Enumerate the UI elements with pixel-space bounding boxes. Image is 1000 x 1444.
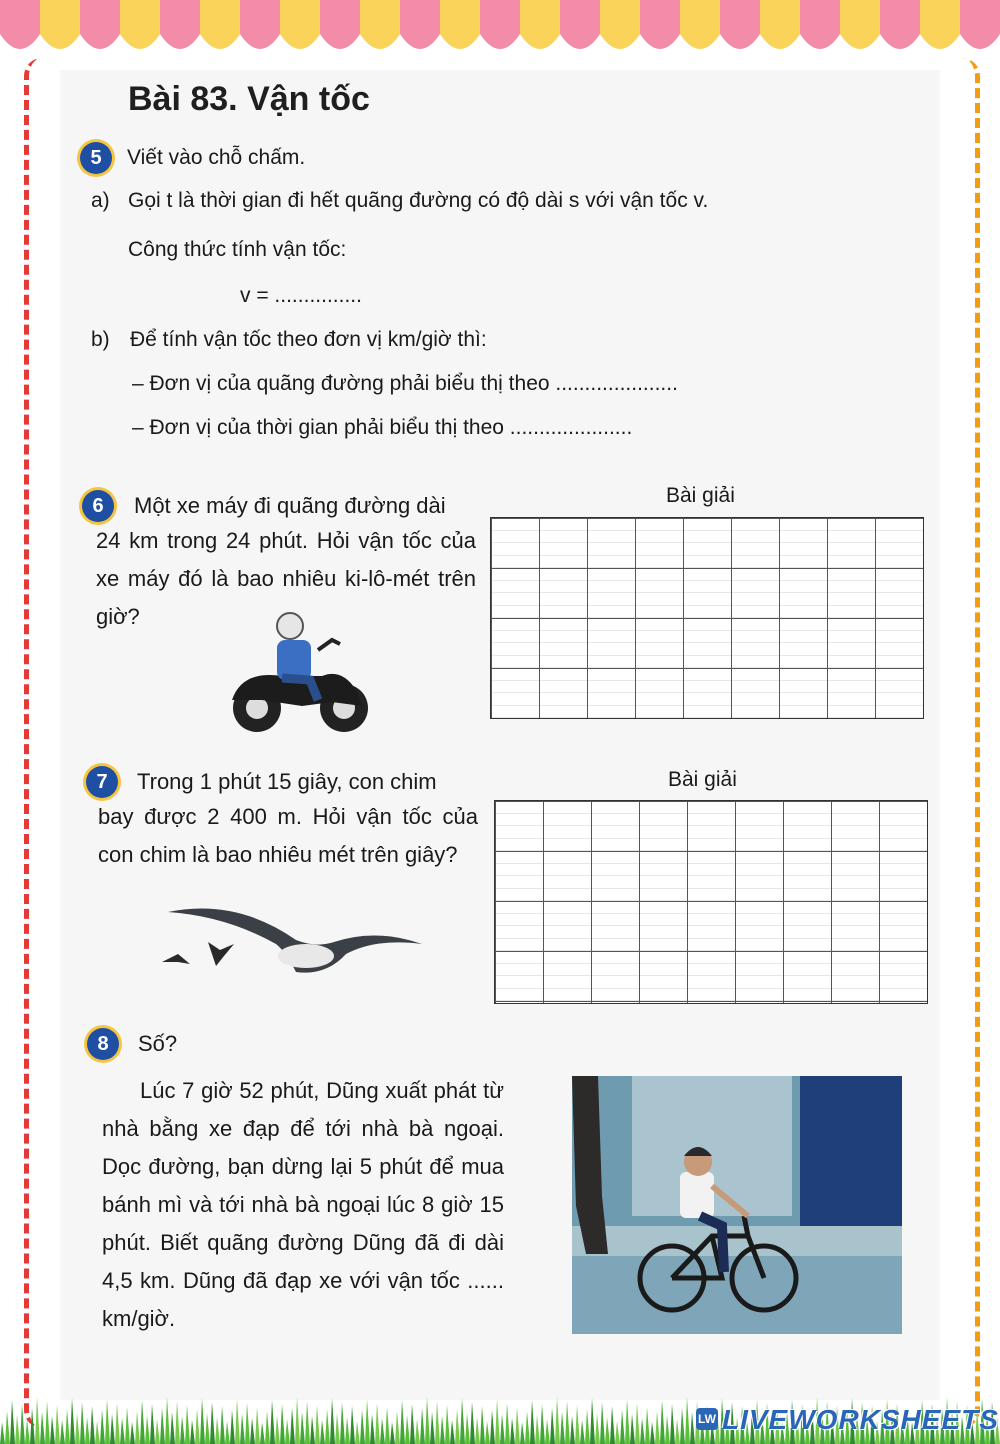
awning-stripe xyxy=(960,0,1000,49)
exercise-8-badge: 8 xyxy=(87,1028,119,1060)
grass-blade xyxy=(130,1422,135,1444)
awning-stripe xyxy=(800,0,840,49)
boy-cycling-illustration xyxy=(572,1076,902,1334)
awning-stripe xyxy=(880,0,920,49)
grass-blade xyxy=(500,1414,505,1444)
exercise-8-title: Số? xyxy=(138,1031,178,1056)
grass-blade xyxy=(170,1412,175,1444)
grass-blade xyxy=(615,1421,620,1444)
grass-blade xyxy=(360,1410,365,1444)
grass-blade xyxy=(140,1400,145,1444)
grass-blade xyxy=(415,1419,420,1444)
grass-blade xyxy=(50,1416,55,1444)
grass-blade xyxy=(80,1402,85,1444)
grass-blade xyxy=(455,1409,460,1444)
grass-blade xyxy=(510,1418,515,1444)
awning-stripe xyxy=(400,0,440,49)
exercise-6-answer-grid[interactable] xyxy=(490,517,924,719)
grass-blade xyxy=(630,1414,635,1444)
grass-blade xyxy=(250,1418,255,1444)
grass-blade xyxy=(355,1421,360,1444)
exercise-5b-label: b) xyxy=(91,328,110,351)
awning-stripe xyxy=(520,0,560,49)
exercise-5a-label: a) xyxy=(91,189,110,212)
grass-blade xyxy=(70,1398,75,1444)
awning-stripe xyxy=(760,0,800,49)
awning-stripe xyxy=(600,0,640,49)
awning-stripe xyxy=(40,0,80,49)
grass-blade xyxy=(255,1407,260,1444)
grass-blade xyxy=(205,1413,210,1444)
grass-blade xyxy=(280,1404,285,1444)
grass-blade xyxy=(485,1421,490,1444)
awning-stripe xyxy=(640,0,680,49)
grass-blade xyxy=(620,1410,625,1444)
grass-blade xyxy=(240,1414,245,1444)
grass-blade xyxy=(210,1402,215,1444)
grass-blade xyxy=(545,1419,550,1444)
grass-blade xyxy=(570,1416,575,1444)
birds-illustration xyxy=(156,892,428,984)
grass-blade xyxy=(100,1410,105,1444)
grass-blade xyxy=(480,1406,485,1444)
grass-blade xyxy=(400,1400,405,1444)
grass-blade xyxy=(495,1399,500,1444)
grass-blade xyxy=(585,1409,590,1444)
awning-stripe xyxy=(920,0,960,49)
exercise-7-answer-grid[interactable] xyxy=(494,800,928,1004)
grass-blade xyxy=(295,1397,300,1444)
grass-blade xyxy=(220,1406,225,1444)
exercise-7-first-line: Trong 1 phút 15 giây, con chim xyxy=(137,769,437,794)
awning-stripe xyxy=(680,0,720,49)
grass-blade xyxy=(120,1418,125,1444)
exercise-6-badge: 6 xyxy=(82,490,114,522)
grass-blade xyxy=(160,1408,165,1444)
exercise-6-first-line: Một xe máy đi quãng đường dài xyxy=(134,493,446,518)
grass-blade xyxy=(190,1420,195,1444)
grass-blade xyxy=(385,1407,390,1444)
grass-blade xyxy=(5,1411,10,1444)
grass-blade xyxy=(215,1417,220,1444)
grass-blade xyxy=(665,1415,670,1444)
awning-stripe xyxy=(840,0,880,49)
grass-blade xyxy=(40,1412,45,1444)
exercise-5a-text: Gọi t là thời gian đi hết quãng đường có độ dài s với vận tốc v. xyxy=(128,189,709,212)
distance-unit-line[interactable]: – Đơn vị của quãng đường phải biểu thị theo ..................... xyxy=(132,372,678,395)
grass-blade xyxy=(520,1422,525,1444)
awning-stripe xyxy=(440,0,480,49)
grass-blade xyxy=(390,1422,395,1444)
grass-blade xyxy=(30,1408,35,1444)
time-unit-line[interactable]: – Đơn vị của thời gian phải biểu thị theo ..................... xyxy=(132,416,633,439)
grass-blade xyxy=(650,1422,655,1444)
grass-blade xyxy=(605,1417,610,1444)
grass-blade xyxy=(305,1401,310,1444)
grass-blade xyxy=(655,1411,660,1444)
grass-blade xyxy=(690,1412,695,1444)
grass-blade xyxy=(60,1420,65,1444)
exercise-5-intro: Viết vào chỗ chấm. xyxy=(127,146,306,169)
grass-blade xyxy=(75,1413,80,1444)
grass-blade xyxy=(635,1403,640,1444)
grass-blade xyxy=(685,1397,690,1444)
formula-intro: Công thức tính vận tốc: xyxy=(128,238,347,261)
grass-blade xyxy=(680,1408,685,1444)
grass-blade xyxy=(155,1419,160,1444)
grass-blade xyxy=(670,1404,675,1444)
exercise-7-question: bay được 2 400 m. Hỏi vận tốc của con chim là bao nhiêu mét trên giây? xyxy=(98,804,478,867)
awning-stripe xyxy=(120,0,160,49)
grass-blade xyxy=(645,1407,650,1444)
grass-blade xyxy=(475,1417,480,1444)
grass-blade xyxy=(560,1412,565,1444)
grass-blade xyxy=(315,1405,320,1444)
awning-stripe xyxy=(200,0,240,49)
grass-blade xyxy=(535,1415,540,1444)
grass-blade xyxy=(270,1400,275,1444)
grass-blade xyxy=(110,1414,115,1444)
grass-blade xyxy=(440,1416,445,1444)
awning-stripe xyxy=(0,0,40,49)
grass-blade xyxy=(575,1405,580,1444)
awning-stripe xyxy=(480,0,520,49)
grass-blade xyxy=(420,1408,425,1444)
grass-blade xyxy=(320,1420,325,1444)
exercise-5-badge: 5 xyxy=(80,142,112,174)
grass-blade xyxy=(540,1404,545,1444)
grass-blade xyxy=(435,1401,440,1444)
grass-blade xyxy=(55,1405,60,1444)
motorbike-rider-illustration xyxy=(222,610,382,740)
exercise-6-solution-label: Bài giải xyxy=(666,484,735,507)
grass-blade xyxy=(380,1418,385,1444)
grass-blade xyxy=(460,1398,465,1444)
grass-blade xyxy=(35,1397,40,1444)
grass-blade xyxy=(350,1406,355,1444)
grass-blade xyxy=(675,1419,680,1444)
awning-stripe xyxy=(280,0,320,49)
grass-blade xyxy=(490,1410,495,1444)
grass-blade xyxy=(405,1415,410,1444)
grass-blade xyxy=(425,1397,430,1444)
grass-blade xyxy=(580,1420,585,1444)
exercise-5b-text: Để tính vận tốc theo đơn vị km/giờ thì: xyxy=(130,328,487,351)
grass-blade xyxy=(530,1400,535,1444)
grass-blade xyxy=(310,1416,315,1444)
grass-blade xyxy=(565,1401,570,1444)
grass-blade xyxy=(410,1404,415,1444)
grass-blade xyxy=(165,1397,170,1444)
grass-blade xyxy=(90,1406,95,1444)
grass-blade xyxy=(15,1415,20,1444)
grass-blade xyxy=(25,1419,30,1444)
grass-blade xyxy=(555,1397,560,1444)
grass-blade xyxy=(20,1404,25,1444)
grass-blade xyxy=(115,1403,120,1444)
grass-blade xyxy=(470,1402,475,1444)
grass-blade xyxy=(515,1407,520,1444)
exercise-8-paragraph: Lúc 7 giờ 52 phút, Dũng xuất phát từ nhà bằng xe đạp để tới nhà bà ngoại. Dọc đường, bạn dừng lại 5 phút để mua bánh mì và tới nhà bà ngoại lúc 8 giờ 15 phút. Biết quãng đường Dũng đã đi dài 4,5 km. Dũng đã đạp xe với vận tốc ...... km/giờ. xyxy=(102,1078,504,1331)
grass-blade xyxy=(505,1403,510,1444)
awning-stripe xyxy=(560,0,600,49)
grass-blade xyxy=(185,1405,190,1444)
grass-blade xyxy=(285,1419,290,1444)
grass-blade xyxy=(260,1422,265,1444)
awning-stripe xyxy=(720,0,760,49)
grass-blade xyxy=(200,1398,205,1444)
exercise-6-question: 24 km trong 24 phút. Hỏi vận tốc của xe máy đó là bao nhiêu ki-lô-mét trên giờ? xyxy=(96,528,476,629)
grass-blade xyxy=(65,1409,70,1444)
grass-blade xyxy=(145,1415,150,1444)
grass-blade xyxy=(640,1418,645,1444)
grass-blade xyxy=(375,1403,380,1444)
grass-blade xyxy=(450,1420,455,1444)
grass-blade xyxy=(365,1399,370,1444)
liveworksheets-logo-icon: LW xyxy=(696,1408,718,1430)
grass-blade xyxy=(370,1414,375,1444)
grass-blade xyxy=(175,1401,180,1444)
grass-blade xyxy=(230,1410,235,1444)
grass-blade xyxy=(600,1402,605,1444)
grass-blade xyxy=(10,1400,15,1444)
grass-blade xyxy=(340,1402,345,1444)
velocity-formula[interactable]: v = ............... xyxy=(240,284,362,307)
grass-blade xyxy=(275,1415,280,1444)
grass-blade xyxy=(660,1400,665,1444)
grass-blade xyxy=(465,1413,470,1444)
grass-blade xyxy=(180,1416,185,1444)
page-title: Bài 83. Vận tốc xyxy=(128,80,370,118)
grass-blade xyxy=(125,1407,130,1444)
grass-blade xyxy=(45,1401,50,1444)
grass-blade xyxy=(335,1413,340,1444)
exercise-7-badge: 7 xyxy=(86,766,118,798)
liveworksheets-brand: LIVEWORKSHEETS xyxy=(722,1404,999,1435)
grass-blade xyxy=(245,1403,250,1444)
grass-blade xyxy=(135,1411,140,1444)
awning-stripe xyxy=(240,0,280,49)
grass-blade xyxy=(595,1413,600,1444)
grass-blade xyxy=(550,1408,555,1444)
grass-blade xyxy=(225,1421,230,1444)
grass-blade xyxy=(625,1399,630,1444)
grass-blade xyxy=(525,1411,530,1444)
exercise-7-solution-label: Bài giải xyxy=(668,768,737,791)
grass-blade xyxy=(345,1417,350,1444)
grass-blade xyxy=(330,1398,335,1444)
grass-blade xyxy=(445,1405,450,1444)
awning-stripe xyxy=(360,0,400,49)
awning-stripe xyxy=(160,0,200,49)
grass-blade xyxy=(85,1417,90,1444)
grass-blade xyxy=(590,1398,595,1444)
grass-blade xyxy=(265,1411,270,1444)
grass-blade xyxy=(290,1408,295,1444)
awning-stripe xyxy=(80,0,120,49)
grass-blade xyxy=(610,1406,615,1444)
grass-blade xyxy=(325,1409,330,1444)
grass-blade xyxy=(105,1399,110,1444)
grass-blade xyxy=(0,1422,5,1444)
grass-blade xyxy=(395,1411,400,1444)
grass-blade xyxy=(300,1412,305,1444)
grass-blade xyxy=(195,1409,200,1444)
grass-blade xyxy=(95,1421,100,1444)
grass-blade xyxy=(235,1399,240,1444)
grass-blade xyxy=(430,1412,435,1444)
grass-blade xyxy=(150,1404,155,1444)
awning-stripe xyxy=(320,0,360,49)
